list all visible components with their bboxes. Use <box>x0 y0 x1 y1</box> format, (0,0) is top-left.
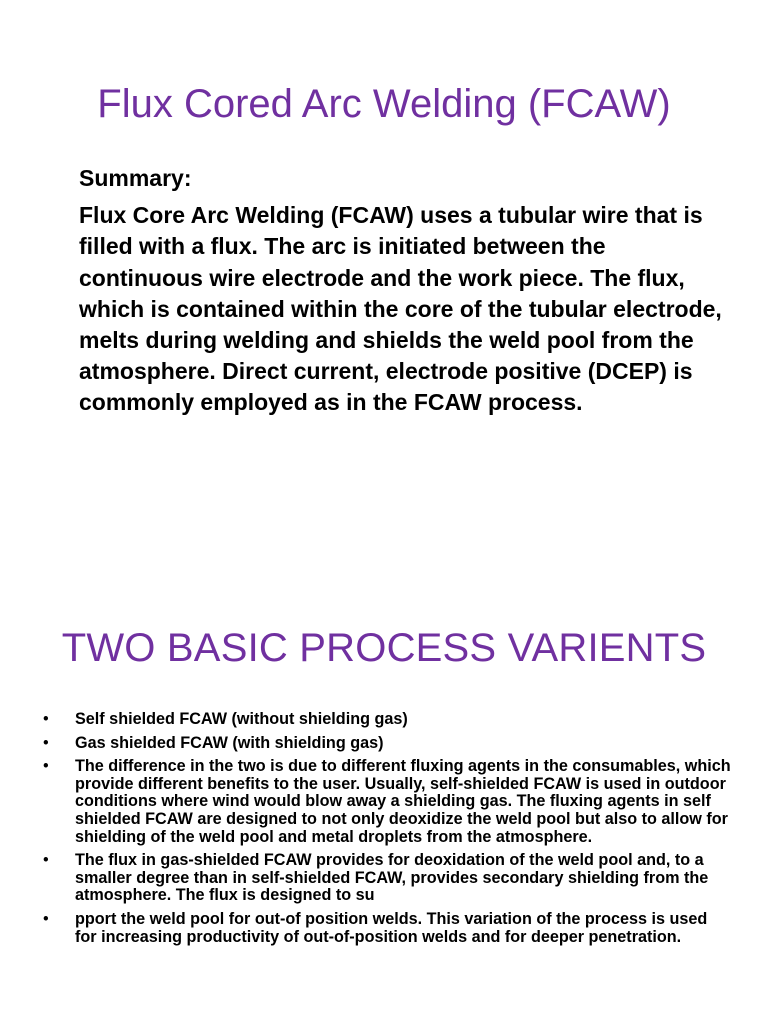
bullet-text: The difference in the two is due to different fluxing agents in the consumables, which provide different benefits to the user. Usually, self-shielded FCAW is used in outdoor conditions where wind would blow away a shielding gas. The fluxing agents in self shielded FCAW are designed to not only deoxidize the weld pool but also to allow for shielding of the weld pool and metal droplets from the atmosphere. <box>75 757 731 846</box>
bullet-text: Self shielded FCAW (without shielding gas) <box>75 710 408 728</box>
bullet-dot-icon: • <box>43 851 49 870</box>
slide-1-title: Flux Cored Arc Welding (FCAW) <box>97 82 671 126</box>
bullet-item-difference <box>43 758 733 846</box>
bullet-text: Gas shielded FCAW (with shielding gas) <box>75 733 384 752</box>
slide-2-title: TWO BASIC PROCESS VARIENTS <box>61 626 707 670</box>
bullet-dot-icon: • <box>43 710 49 728</box>
bullet-list <box>43 711 733 952</box>
slide-2 <box>0 512 768 1024</box>
bullet-item-out-of-position <box>43 911 733 946</box>
summary-block <box>79 163 729 419</box>
summary-text: Flux Core Arc Welding (FCAW) uses a tubular wire that is filled with a flux. The arc is initiated between the continuous wire electrode and the work piece. The flux, which is contained within the core of the tubular electrode, melts during welding and shields the weld pool from the atmosphere. Direct current, electrode positive (DCEP) is commonly employed as in the FCAW process. <box>79 202 722 416</box>
bullet-dot-icon: • <box>43 909 49 928</box>
bullet-text: The flux in gas-shielded FCAW provides for deoxidation of the weld pool and, to a smaller degree than in self-shielded FCAW, provides secondary shielding from the atmosphere. The flux is designed to su <box>75 851 709 905</box>
bullet-dot-icon: • <box>43 733 49 752</box>
summary-label: Summary: <box>79 165 192 191</box>
bullet-dot-icon: • <box>43 757 49 776</box>
bullet-item-gas-shielded <box>43 735 733 753</box>
bullet-item-self-shielded <box>43 711 733 729</box>
bullet-item-gas-shielded-flux <box>43 852 733 905</box>
bullet-text: pport the weld pool for out-of position welds. This variation of the process is used for increasing productivity of out-of-position welds and for deeper penetration. <box>75 909 708 946</box>
